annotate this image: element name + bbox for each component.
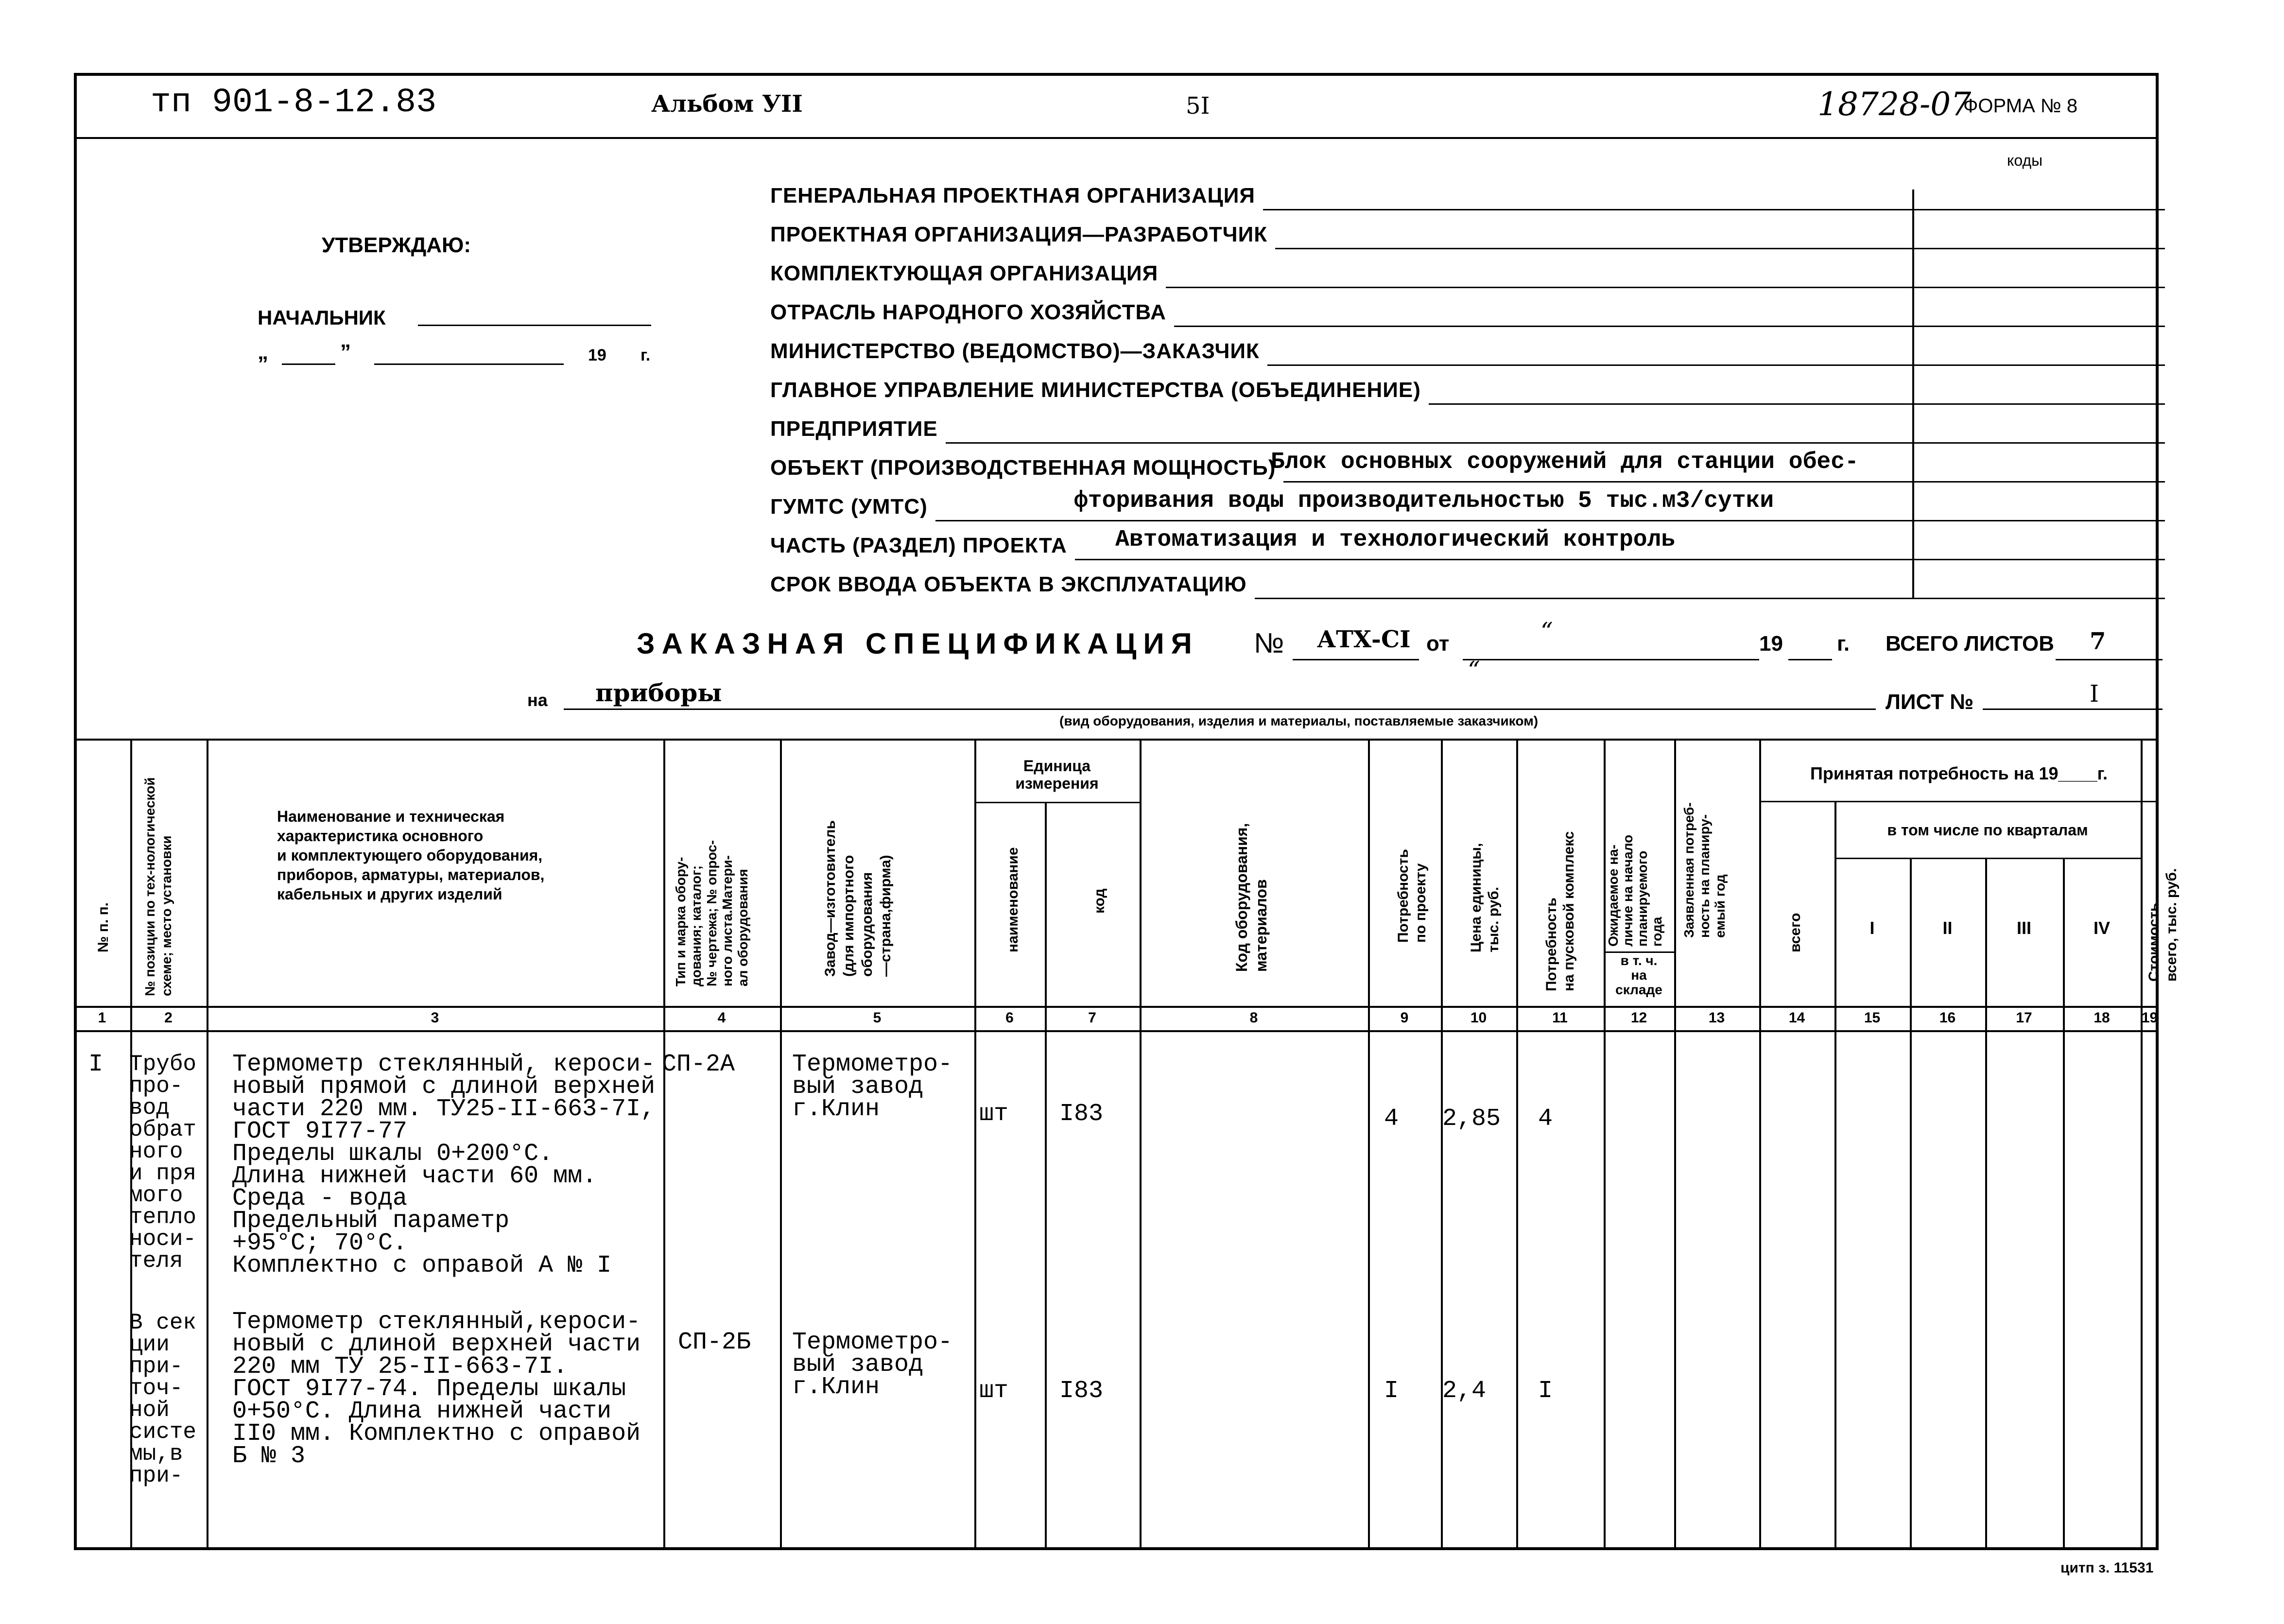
col-4-heading-line: ал оборудования bbox=[735, 868, 750, 986]
doc-code: тп 901-8-12.83 bbox=[151, 84, 437, 122]
cell-line: вый завод bbox=[792, 1073, 924, 1101]
column-number: 18 bbox=[2094, 1010, 2110, 1026]
org-field-value[interactable]: Блок основных сооружений для станции обес- bbox=[1271, 449, 1859, 475]
spec-year: 19 bbox=[1759, 632, 1783, 656]
col-5-heading-line: оборудования bbox=[859, 872, 875, 977]
footer-stamp: цитп з. 11531 bbox=[2060, 1560, 2154, 1576]
approval-year: 19 bbox=[588, 346, 606, 364]
col-11-heading bbox=[1543, 831, 1578, 992]
cell-line: Среда - вода bbox=[232, 1185, 408, 1212]
org-field-label: ЧАСТЬ (РАЗДЕЛ) ПРОЕКТА bbox=[770, 534, 1067, 557]
org-field-line bbox=[1263, 209, 2165, 210]
cell-line: теля bbox=[129, 1248, 183, 1274]
cell-line: Термометр стеклянный, кероси- bbox=[232, 1051, 656, 1078]
col-2-heading: № позиции по тех-нологической схеме; место установки bbox=[142, 777, 174, 996]
row-1-unit-code: I83 bbox=[1059, 1100, 1104, 1128]
col-3-heading-line: Наименование и техническая bbox=[277, 808, 505, 825]
header-divider bbox=[74, 137, 2159, 139]
col-12-heading-line: планируемого bbox=[1635, 850, 1650, 947]
org-field-line bbox=[1075, 559, 2165, 560]
row-1-price: 2,85 bbox=[1442, 1105, 1501, 1133]
cell-line: новый прямой с длиной верхней bbox=[232, 1073, 656, 1101]
org-field-label: ГУМТС (УМТС) bbox=[770, 495, 928, 518]
col-16-heading: II bbox=[1942, 918, 1953, 938]
table-column-line bbox=[1045, 802, 1047, 1550]
org-field-label: ГЛАВНОЕ УПРАВЛЕНИЕ МИНИСТЕРСТВА (ОБЪЕДИНЕНИЕ) bbox=[770, 378, 1421, 402]
spec-on-line bbox=[564, 708, 1876, 710]
table-column-line bbox=[2141, 739, 2143, 1550]
cell-line: при- bbox=[129, 1463, 183, 1488]
spec-caption: (вид оборудования, изделия и материалы, поставляемые заказчиком) bbox=[1059, 713, 1539, 728]
approval-title: УТВЕРЖДАЮ: bbox=[322, 233, 471, 257]
col-8-heading bbox=[1232, 823, 1271, 972]
table-column-line bbox=[974, 739, 976, 1550]
cell-line: г.Клин bbox=[792, 1373, 880, 1401]
row-1-type: СП-2А bbox=[662, 1051, 735, 1078]
col-11-heading-line: на пусковой комплекс bbox=[1561, 831, 1577, 991]
col-6-heading: наименование bbox=[1005, 847, 1021, 952]
cell-line: 0+50°С. Длина нижней части bbox=[232, 1398, 612, 1425]
table-column-line bbox=[1985, 858, 1987, 1550]
org-field-line bbox=[946, 442, 2165, 444]
table-number-row-top bbox=[74, 1006, 2159, 1008]
sheet-label: ЛИСТ № bbox=[1886, 690, 1974, 714]
table-column-line bbox=[663, 739, 665, 1550]
row-2-start-need: I bbox=[1538, 1377, 1553, 1405]
spec-from-label: от bbox=[1426, 632, 1450, 656]
cell-line: ции bbox=[129, 1332, 170, 1357]
col-13-heading-line: Заявленная потреб- bbox=[1681, 802, 1696, 938]
cell-line: и пря bbox=[129, 1161, 197, 1186]
cell-line: мы,в bbox=[129, 1441, 183, 1467]
cell-line: новый с длиной верхней части bbox=[232, 1330, 641, 1358]
org-field-label: СРОК ВВОДА ОБЪЕКТА В ЭКСПЛУАТАЦИЮ bbox=[770, 572, 1247, 596]
col-4-heading-line: дования; каталог; bbox=[689, 865, 704, 986]
table-number-row-bottom bbox=[74, 1030, 2159, 1032]
unit-group-heading bbox=[974, 757, 1140, 792]
cell-line: ГОСТ 9I77-74. Пределы шкалы bbox=[232, 1375, 626, 1403]
org-field-label: ПРОЕКТНАЯ ОРГАНИЗАЦИЯ—РАЗРАБОТЧИК bbox=[770, 223, 1268, 246]
cell-line: г.Клин bbox=[792, 1095, 880, 1123]
col-3-heading-line: характеристика основного bbox=[277, 827, 484, 845]
col-3-heading-line: и комплектующего оборудования, bbox=[277, 847, 543, 864]
column-number: 12 bbox=[1630, 1010, 1647, 1026]
spec-quote-1: “ bbox=[1540, 617, 1553, 645]
row-1-maker bbox=[792, 1051, 953, 1123]
cell-line: Б № 3 bbox=[232, 1442, 306, 1470]
cell-line: тепло bbox=[129, 1205, 197, 1230]
col-14-heading: всего bbox=[1787, 913, 1803, 952]
table-top-border bbox=[74, 739, 2159, 741]
table-column-line bbox=[1441, 739, 1443, 1550]
cell-line: части 220 мм. ТУ25-II-663-7I, bbox=[232, 1095, 656, 1123]
col-9-heading-line: по проекту bbox=[1413, 863, 1429, 943]
accepted-line bbox=[1759, 801, 2159, 802]
cell-line: Комплектно с оправой А № I bbox=[232, 1252, 612, 1279]
cell-line: систе bbox=[129, 1419, 197, 1445]
column-number: 7 bbox=[1088, 1010, 1096, 1026]
col-9-heading-line: Потребность bbox=[1395, 849, 1411, 943]
org-field-line bbox=[1255, 598, 2165, 599]
spec-no-value: АТХ-СI bbox=[1317, 626, 1411, 653]
col-18-heading: IV bbox=[2093, 918, 2110, 938]
column-number: 11 bbox=[1552, 1010, 1568, 1026]
chief-line bbox=[418, 325, 651, 326]
col-8-heading-line: Код оборудования, bbox=[1233, 823, 1250, 972]
row-2-position bbox=[129, 1312, 196, 1487]
org-field-line bbox=[1283, 481, 2165, 483]
col-4-heading-line: ного листа.Матери- bbox=[720, 855, 735, 986]
registration-number: 18728-07 bbox=[1817, 86, 1972, 123]
org-field-label: ОТРАСЛЬ НАРОДНОГО ХОЗЯЙСТВА bbox=[770, 300, 1166, 324]
col-9-heading bbox=[1395, 849, 1430, 943]
cell-line: +95°С; 70°С. bbox=[232, 1229, 408, 1257]
col-12-sub-heading-line: складе bbox=[1615, 982, 1662, 997]
unit-group-heading-line: Единица bbox=[1023, 757, 1091, 775]
sheet-line bbox=[1983, 708, 2163, 710]
col-3-heading-line: кабельных и других изделий bbox=[277, 885, 502, 903]
cell-line: Трубо bbox=[129, 1052, 197, 1077]
spec-year-suffix: г. bbox=[1837, 632, 1850, 656]
col-17-heading: III bbox=[2016, 918, 2031, 938]
spec-no-line bbox=[1293, 659, 1419, 660]
cell-line: Предельный параметр bbox=[232, 1207, 510, 1235]
unit-group-heading-line: измерения bbox=[1015, 775, 1099, 792]
row-2-name bbox=[232, 1308, 641, 1470]
col-12-heading-line: Ожидаемое на- bbox=[1606, 845, 1621, 947]
row-2-type: СП-2Б bbox=[678, 1329, 751, 1356]
chief-label: НАЧАЛЬНИК bbox=[258, 306, 386, 329]
unit-group-line bbox=[974, 802, 1140, 803]
sheet-number: I bbox=[2090, 680, 2099, 708]
org-field-line bbox=[1166, 287, 2165, 288]
col-12-sub-heading-line: на bbox=[1631, 967, 1647, 983]
col-12-sub-heading bbox=[1604, 953, 1674, 997]
cell-line: при- bbox=[129, 1354, 183, 1379]
day-line bbox=[282, 363, 335, 365]
cell-line: Пределы шкалы 0+200°С. bbox=[232, 1140, 554, 1168]
row-1-position bbox=[129, 1054, 196, 1272]
spec-on-label: на bbox=[527, 690, 548, 710]
org-field-label: ГЕНЕРАЛЬНАЯ ПРОЕКТНАЯ ОРГАНИЗАЦИЯ bbox=[770, 184, 1255, 207]
cell-line: ной bbox=[129, 1398, 170, 1423]
col-12-heading-line: личие на начало bbox=[1620, 834, 1635, 947]
org-field-line bbox=[935, 520, 2165, 521]
column-number: 14 bbox=[1788, 1010, 1805, 1026]
cell-line: точ- bbox=[129, 1376, 183, 1401]
column-number: 1 bbox=[98, 1010, 106, 1026]
row-2-unit-code: I83 bbox=[1059, 1377, 1104, 1405]
accepted-heading: Принятая потребность на 19____г. bbox=[1810, 763, 2108, 783]
col-3-heading-line: приборов, арматуры, материалов, bbox=[277, 866, 545, 883]
col-3-heading bbox=[277, 807, 544, 904]
col-7-heading: код bbox=[1091, 888, 1107, 914]
spec-quote-2: “ bbox=[1468, 656, 1480, 684]
col-19-heading-line: всего, тыс. руб. bbox=[2163, 868, 2180, 982]
column-number: 4 bbox=[717, 1010, 726, 1026]
col-10-heading-line: тыс. руб. bbox=[1486, 886, 1502, 952]
col-4-heading bbox=[673, 840, 751, 986]
col-5-heading bbox=[821, 820, 895, 977]
cell-line: ГОСТ 9I77-77 bbox=[232, 1118, 408, 1145]
col-19-heading-line: Стоимость bbox=[2146, 902, 2162, 982]
total-sheets-label: ВСЕГО ЛИСТОВ bbox=[1886, 632, 2054, 656]
cell-line: обрат bbox=[129, 1117, 197, 1142]
org-field-line bbox=[1174, 326, 2165, 327]
date-quote-open: „ bbox=[258, 340, 268, 364]
org-field-value[interactable]: фторивания воды производительностью 5 тыс.м3/сутки bbox=[1074, 488, 1774, 514]
org-field-label: МИНИСТЕРСТВО (ВЕДОМСТВО)—ЗАКАЗЧИК bbox=[770, 339, 1260, 363]
codes-column-divider bbox=[1912, 190, 1914, 598]
column-number: 2 bbox=[164, 1010, 173, 1026]
col-12-heading bbox=[1606, 835, 1664, 947]
col-1-heading: № п. п. bbox=[95, 902, 111, 952]
cell-line: носи- bbox=[129, 1227, 197, 1252]
quarters-heading: в том числе по кварталам bbox=[1887, 821, 2088, 839]
cell-line: Термометро- bbox=[792, 1051, 953, 1078]
table-column-line bbox=[1516, 739, 1518, 1550]
org-field-label: ПРЕДПРИЯТИЕ bbox=[770, 417, 938, 441]
cell-line: Термометро- bbox=[792, 1329, 953, 1356]
month-line bbox=[374, 363, 564, 365]
col-10-heading bbox=[1468, 843, 1503, 952]
column-number: 10 bbox=[1470, 1010, 1487, 1026]
col-12-heading-line: года bbox=[1649, 916, 1664, 947]
table-column-line bbox=[2063, 858, 2065, 1550]
column-number: 17 bbox=[2016, 1010, 2032, 1026]
cell-line: В сек bbox=[129, 1310, 197, 1335]
row-2-need: I bbox=[1384, 1377, 1399, 1405]
col-19-heading bbox=[2146, 868, 2180, 982]
org-field-line bbox=[1429, 403, 2165, 405]
column-number: 19 bbox=[2141, 1010, 2158, 1026]
table-column-line bbox=[1140, 739, 1142, 1550]
cell-line: 220 мм ТУ 25-II-663-7I. bbox=[232, 1353, 568, 1381]
column-number: 8 bbox=[1249, 1010, 1258, 1026]
spec-year-line bbox=[1788, 659, 1832, 660]
cell-line: ного bbox=[129, 1139, 183, 1164]
col-4-heading-line: № чертежа; № опрос- bbox=[704, 840, 719, 986]
column-number: 3 bbox=[431, 1010, 439, 1026]
col-5-heading-line: Завод—изготовитель bbox=[822, 820, 838, 977]
org-field-label: ОБЪЕКТ (ПРОИЗВОДСТВЕННАЯ МОЩНОСТЬ) bbox=[770, 456, 1276, 480]
cell-line: про- bbox=[129, 1073, 183, 1099]
row-1-start-need: 4 bbox=[1538, 1105, 1553, 1133]
org-field-line bbox=[1267, 364, 2165, 366]
total-sheets-value: 7 bbox=[2090, 628, 2106, 655]
row-2-price: 2,4 bbox=[1442, 1377, 1487, 1405]
column-number: 15 bbox=[1864, 1010, 1881, 1026]
page-number: 5I bbox=[1186, 92, 1210, 120]
table-column-line bbox=[1759, 739, 1761, 1550]
col-8-heading-line: материалов bbox=[1252, 879, 1270, 972]
row-2-maker bbox=[792, 1331, 952, 1399]
col-10-heading-line: Цена единицы, bbox=[1468, 843, 1484, 952]
spec-on-value: приборы bbox=[595, 678, 722, 707]
org-field-line bbox=[1275, 248, 2165, 249]
org-field-label: КОМПЛЕКТУЮЩАЯ ОРГАНИЗАЦИЯ bbox=[770, 261, 1159, 285]
form-number: ФОРМА № 8 bbox=[1963, 95, 2078, 117]
row-1-unit: шт bbox=[979, 1100, 1009, 1128]
col-5-heading-line: (для импортного bbox=[841, 855, 857, 977]
table-column-line bbox=[1834, 801, 1836, 1550]
col-13-heading-line: емый год bbox=[1713, 874, 1728, 938]
col-13-heading bbox=[1681, 802, 1728, 938]
col-15-heading: I bbox=[1869, 918, 1875, 938]
column-number: 16 bbox=[1939, 1010, 1956, 1026]
cell-line: мого bbox=[129, 1183, 183, 1208]
table-column-line bbox=[1674, 739, 1676, 1550]
quarters-line bbox=[1834, 858, 2141, 859]
cell-line: II0 мм. Комплектно с оправой bbox=[232, 1420, 641, 1448]
approval-year-suffix: г. bbox=[640, 346, 651, 364]
date-quote-close: ” bbox=[340, 340, 351, 364]
table-column-line bbox=[1368, 739, 1370, 1550]
org-field-value[interactable]: Автоматизация и технологический контроль bbox=[1115, 527, 1676, 553]
spec-title: ЗАКАЗНАЯ СПЕЦИФИКАЦИЯ bbox=[637, 627, 1199, 660]
album-label: Альбом УII bbox=[651, 90, 803, 118]
column-number: 9 bbox=[1400, 1010, 1409, 1026]
col-11-heading-line: Потребность bbox=[1543, 898, 1559, 991]
row-1-need: 4 bbox=[1384, 1105, 1399, 1133]
column-number: 13 bbox=[1708, 1010, 1725, 1026]
column-number: 5 bbox=[873, 1010, 882, 1026]
col-4-heading-line: Тип и марка обору- bbox=[673, 857, 688, 986]
cell-line: вод bbox=[129, 1095, 170, 1121]
table-column-line bbox=[207, 739, 208, 1550]
col-5-heading-line: —страна,фирма) bbox=[878, 855, 894, 977]
cell-line: Термометр стеклянный,кероси- bbox=[232, 1308, 641, 1336]
col-12-sub-heading-line: в т. ч. bbox=[1620, 953, 1658, 968]
table-column-line bbox=[780, 739, 782, 1550]
cell-line: Длина нижней части 60 мм. bbox=[232, 1162, 597, 1190]
row-1-name bbox=[232, 1051, 656, 1279]
table-column-line bbox=[1910, 858, 1912, 1550]
spec-no-label: № bbox=[1254, 627, 1284, 659]
codes-label: коды bbox=[2007, 152, 2043, 169]
row-2-unit: шт bbox=[979, 1377, 1009, 1405]
total-sheets-line bbox=[2056, 659, 2163, 660]
row-1-no: I bbox=[88, 1051, 104, 1078]
column-number: 6 bbox=[1005, 1010, 1014, 1026]
col-13-heading-line: ность на планиру- bbox=[1697, 814, 1712, 938]
spec-date-line bbox=[1463, 659, 1759, 660]
cell-line: вый завод bbox=[792, 1351, 924, 1379]
